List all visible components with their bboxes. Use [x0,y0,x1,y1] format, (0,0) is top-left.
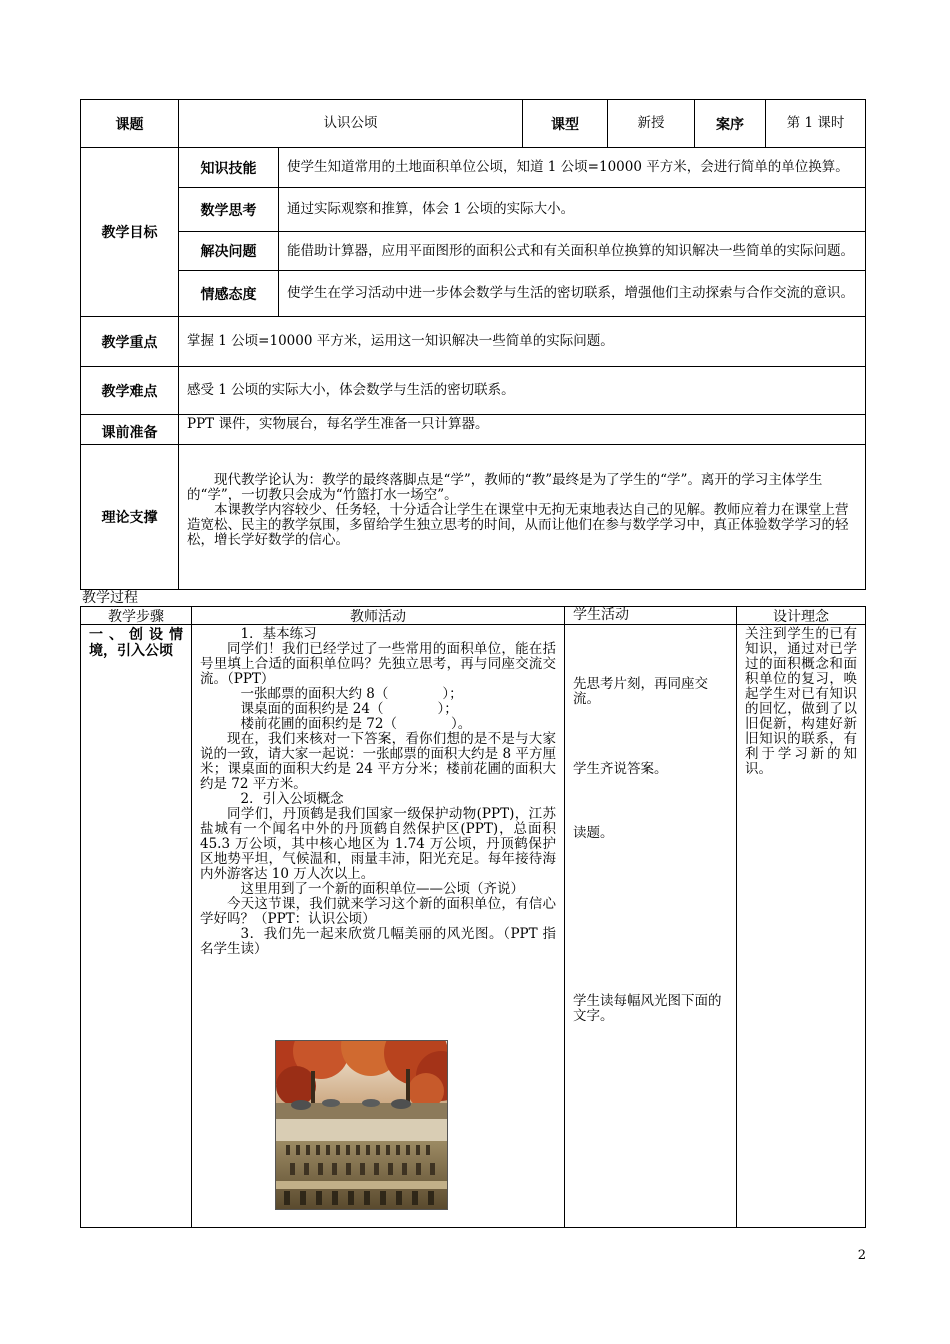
teacher-line: 2．引入公顷概念 [240,791,344,807]
design-concept-1: 关注到学生的已有知识，通过对已学过的面积概念和面积单位的复习，唤起学生对已有知识的回忆，做到了以旧促新，构建好新旧知识的联系，有利于学习新的知识。 [745,626,857,777]
label-difficulty: 教学难点 [80,366,179,415]
teacher-line: 一张邮票的面积大约 8（ ）； [240,686,463,702]
label-type: 课型 [522,99,608,148]
student-activity-2: 学生齐说答案。 [573,761,668,777]
goal-label-attitude: 情感态度 [178,270,279,317]
theory-paragraph-1: 现代教学论认为：教学的最终落脚点是“学”，教师的“教”最终是为了学生的“学”。离开的学习主体学生的“学”，一切教只会成为“竹篮打水一场空”。 [187,472,823,503]
design-concept-cell [736,624,866,1228]
teacher-line: 同学们，丹顶鹤是我们国家一级保护动物(PPT)，江苏盐城有一个闻名中外的丹顶鹤自然保护区(PPT)，总面积 45.3 万公顷，其中核心地区为 1.74 万公顷，丹顶鹤保护区地势平坦，气候温和，雨量丰沛，阳光充足。每年接待海内外游客达 10 万人次以上。 [200,806,556,882]
goal-text-thinking [278,187,866,232]
topic-value: 认识公顷 [178,99,523,148]
key-point-text [178,316,866,367]
col-teacher: 教师活动 [191,606,565,625]
label-key-point: 教学重点 [80,316,179,367]
page-number: 2 [857,1248,866,1263]
theory-paragraph-2: 本课教学内容较少、任务轻，十分适合让学生在课堂中无拘无束地表达自己的见解。教师应着力在课堂上营造宽松、民主的教学氛围，多留给学生独立思考的时间，从而让他们在参与数学学习中，真正体验数学学习的轻松，增长学好数学的信心。 [187,502,849,548]
col-concept: 设计理念 [736,606,866,625]
process-title: 教学过程 [82,590,138,606]
goal-text: 通过实际观察和推算，体会 1 公顷的实际大小。 [287,201,575,217]
teacher-line: 现在，我们来核对一下答案，看你们想的是不是与大家说的一致，请大家一起说：一张邮票的面积大约是 8 平方厘米；课桌面的面积大约是 24 平方分米；楼前花圃的面积大约是 72 平方米。 [200,731,556,792]
student-activity-1: 先思考片刻，再同座交流。 [573,676,708,707]
goal-text: 使学生知道常用的土地面积单位公顷，知道 1 公顷=10000 平方米，会进行简单的单位换算。 [287,159,849,175]
step-1-cell [80,624,192,1228]
teacher-line: 3．我们先一起来欣赏几幅美丽的风光图。（PPT 指名学生读） [200,926,556,957]
step-1-label: 一、创设情境，引入公顷 [89,627,183,659]
student-activity-3: 读题。 [573,825,614,841]
col-step: 教学步骤 [80,606,192,625]
goal-label-problem: 解决问题 [178,231,279,271]
case-value: 第 1 课时 [765,99,866,148]
teacher-line: 今天这节课，我们就来学习这个新的面积单位，有信心学好吗？（PPT：认识公顷） [200,896,556,927]
difficulty-text [178,366,866,415]
theory-text [178,444,866,590]
teacher-line: 课桌面的面积约是 24（ ）； [240,701,458,717]
preparation-text [178,414,866,445]
label-goals: 教学目标 [80,147,179,317]
preparation-content: PPT 课件，实物展台，每名学生准备一只计算器。 [187,416,489,432]
goal-label-thinking: 数学思考 [178,187,279,232]
teacher-line: 楼前花圃的面积约是 72（ ）。 [240,716,472,732]
key-point-content: 掌握 1 公顷=10000 平方米，运用这一知识解决一些简单的实际问题。 [187,333,614,349]
scenery-photo [275,1040,448,1210]
label-topic: 课题 [80,99,179,148]
goal-text-knowledge [278,147,866,188]
teacher-line: 1．基本练习 [240,626,317,642]
scenery-photo-image [276,1041,447,1209]
col-student: 学生活动 [564,606,737,625]
goal-label-knowledge: 知识技能 [178,147,279,188]
label-case: 案序 [694,99,766,148]
goal-text: 使学生在学习活动中进一步体会数学与生活的密切联系，增强他们主动探索与合作交流的意识。 [287,285,854,301]
student-activity-cell [564,624,737,1228]
goal-text: 能借助计算器，应用平面图形的面积公式和有关面积单位换算的知识解决一些简单的实际问题。 [287,242,854,259]
teacher-line: 同学们！我们已经学过了一些常用的面积单位，能在括号里填上合适的面积单位吗？先独立思考，再与同座交流交流。（PPT） [200,641,556,687]
label-theory: 理论支撑 [80,444,179,590]
teacher-line: 这里用到了一个新的面积单位——公顷（齐说） [240,881,524,897]
goal-text-attitude [278,270,866,317]
student-activity-4: 学生读每幅风光图下面的文字。 [573,993,722,1024]
type-value: 新授 [607,99,695,148]
label-preparation: 课前准备 [80,414,179,445]
difficulty-content: 感受 1 公顷的实际大小，体会数学与生活的密切联系。 [187,382,515,398]
goal-text-problem [278,231,866,271]
